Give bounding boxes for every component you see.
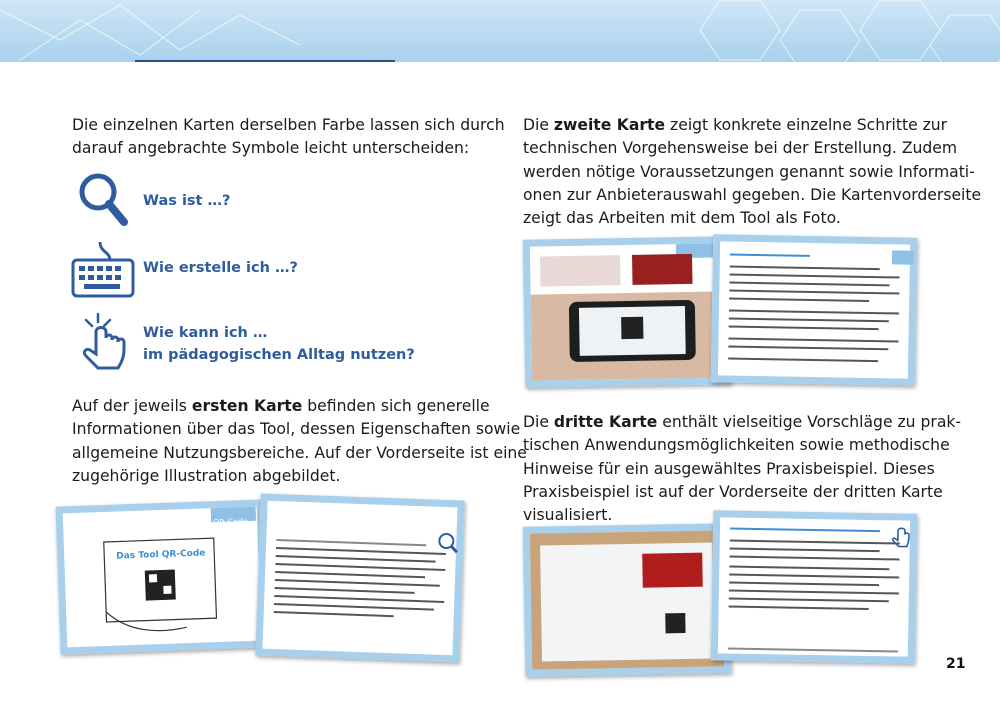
text-run: onen zur Anbieterauswahl gegeben. Die Kartenvorderseite <box>523 185 982 204</box>
second-card-term: zweite Karte <box>553 116 666 134</box>
third-card-term: dritte Karte <box>553 413 658 431</box>
card-photo-front <box>523 236 732 388</box>
text-line <box>729 318 889 323</box>
text-line <box>729 566 889 571</box>
symbol-label-line: Wie kann ich … <box>143 325 268 341</box>
qr-illustration-title: Das Tool QR-Code <box>116 548 206 562</box>
smartphone <box>569 300 696 362</box>
symbol-label-line: im pädagogischen Alltag nutzen? <box>143 347 415 363</box>
text-line <box>276 555 436 563</box>
text-run: Informationen über das Tool, dessen Eigenschaften sowie <box>72 420 521 439</box>
card-illustration-front <box>55 499 268 654</box>
photo-caption-box <box>540 255 621 286</box>
text-line <box>730 274 900 279</box>
text-run: zeigt konkrete einzelne Schritte zur <box>665 116 948 134</box>
text-line <box>276 539 426 546</box>
card-tab <box>892 250 914 264</box>
text-line <box>274 595 444 603</box>
text-line <box>729 298 869 302</box>
first-card-paragraph <box>72 395 527 488</box>
first-card-term: ersten Karte <box>191 397 303 415</box>
text-run: tischen Anwendungsmöglichkeiten sowie methodische <box>523 436 950 455</box>
card-methods-back <box>711 510 918 664</box>
qr-illustration <box>63 507 262 648</box>
text-line <box>728 346 888 351</box>
text-line <box>730 266 880 271</box>
header-banner <box>0 0 1000 62</box>
hand-pointer-icon <box>888 524 912 548</box>
text-line <box>729 282 889 287</box>
text-run: technischen Vorgehensweise bei der Erstellung. Zudem <box>523 139 958 158</box>
text-line <box>729 326 879 331</box>
text-line <box>275 587 415 594</box>
text-line <box>729 582 879 587</box>
text-line <box>275 571 425 578</box>
card-badge: QR-Code <box>212 516 249 528</box>
intro-line: darauf angebrachte Symbole leicht unterscheiden: <box>72 139 470 158</box>
header-network-graphic <box>0 0 1000 62</box>
text-run: Auf der jeweils <box>72 397 192 415</box>
text-run: zugehörige Illustration abgebildet. <box>72 466 341 485</box>
text-line <box>274 611 394 617</box>
text-line <box>275 563 445 571</box>
text-run: zeigt das Arbeiten mit dem Tool als Foto. <box>523 209 841 228</box>
photo-red-poster <box>632 254 693 285</box>
text-line <box>730 254 810 257</box>
intro-line: Die einzelnen Karten derselben Farbe lassen sich durch <box>72 116 505 134</box>
intro-paragraph <box>72 114 505 161</box>
text-line <box>730 556 900 561</box>
hand-pointer-icon <box>72 310 134 374</box>
symbol-label-wie-erstelle: Wie erstelle ich …? <box>143 260 298 276</box>
smartphone-screen <box>579 306 686 356</box>
text-line <box>275 579 440 587</box>
text-run: befinden sich generelle <box>302 397 490 415</box>
card-illustration-back <box>255 493 465 662</box>
text-line <box>728 338 898 343</box>
text-run: Die <box>523 116 554 134</box>
text-line <box>729 590 899 595</box>
header-underline <box>135 60 395 62</box>
qr-code <box>665 613 685 633</box>
magnifier-icon <box>436 531 461 556</box>
keyboard-icon <box>70 238 136 300</box>
symbol-label-was-ist: Was ist …? <box>143 193 231 209</box>
text-run: Die <box>523 413 554 431</box>
text-line <box>729 606 869 610</box>
page-number: 21 <box>946 656 966 672</box>
symbol-label-wie-kann <box>143 322 415 366</box>
text-line <box>276 547 446 555</box>
text-run: Hinweise für ein ausgewähltes Praxisbeispiel. Dieses <box>523 459 935 478</box>
text-line <box>728 648 898 653</box>
corkboard <box>530 530 724 669</box>
text-run: werden nötige Voraussetzungen genannt sowie Informati- <box>523 162 975 181</box>
text-run: Praxisbeispiel ist auf der Vorderseite der dritten Karte <box>523 482 943 501</box>
text-line <box>729 574 899 579</box>
worksheet <box>540 543 714 662</box>
card-example-front <box>523 523 732 677</box>
text-run: enthält vielseitige Vorschläge zu prak- <box>657 413 962 431</box>
text-line <box>729 290 899 295</box>
text-line <box>730 548 880 553</box>
red-image <box>642 553 703 588</box>
text-line <box>729 598 889 603</box>
qr-code <box>621 317 643 339</box>
text-run: visualisiert. <box>523 506 613 525</box>
text-line <box>730 528 880 533</box>
text-line <box>728 358 878 363</box>
second-card-paragraph <box>523 114 981 230</box>
magnifier-icon <box>76 170 128 228</box>
text-line <box>729 310 899 315</box>
card-steps-back <box>711 234 918 386</box>
text-run: allgemeine Nutzungsbereiche. Auf der Vorderseite ist eine <box>72 443 527 462</box>
text-line <box>730 540 900 545</box>
text-line <box>274 603 434 611</box>
